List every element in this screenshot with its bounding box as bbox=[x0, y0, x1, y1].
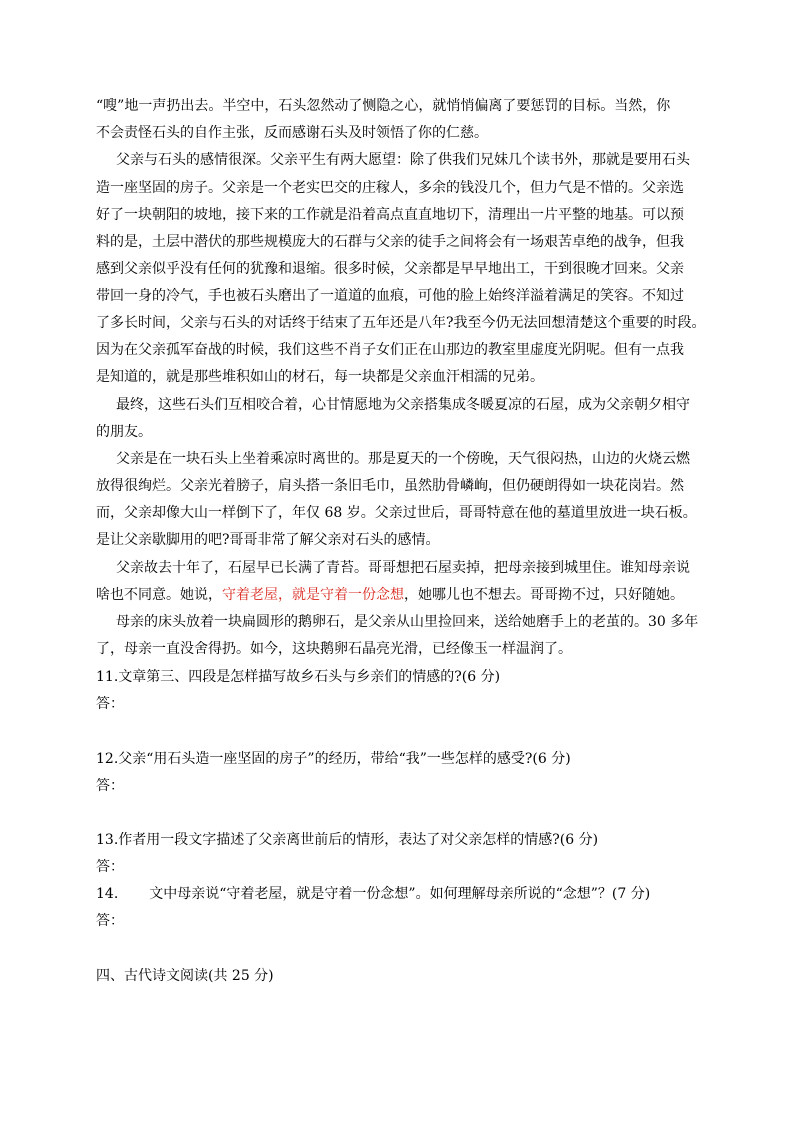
paragraph-line: 母亲的床头放着一块扁圆形的鹅卵石，是父亲从山里捡回来，送给她磨手上的老茧的。30 多年 bbox=[116, 614, 699, 630]
paragraph-line: “嗖”地一声扔出去。半空中，石头忽然动了恻隐之心，就悄悄偏离了要惩罚的目标。当然，你 bbox=[96, 98, 671, 114]
paragraph-line: 带回一身的冷气，手也被石头磨出了一道道的血痕，可他的脸上始终洋溢着满足的笑容。不知过 bbox=[96, 288, 684, 304]
text-segment: ，她哪儿也不想去。哥哥拗不过，只好随她。 bbox=[404, 587, 684, 603]
paragraph-line: 了，母亲一直没舍得扔。如今，这块鹅卵石晶亮光滑，已经像玉一样温润了。 bbox=[96, 641, 572, 657]
highlighted-quote: 守着老屋，就是守着一份念想 bbox=[222, 587, 404, 603]
paragraph-line: 料的是，土层中潜伏的那些规模庞大的石群与父亲的徒手之间将会有一场艰苦卓绝的战争，但我 bbox=[96, 234, 684, 250]
question-12: 12.父亲“用石头造一座坚固的房子”的经历，带给“我”一些怎样的感受?(6 分) bbox=[96, 751, 571, 767]
paragraph-line: 的朋友。 bbox=[96, 424, 152, 440]
answer-label: 答： bbox=[96, 696, 124, 712]
paragraph-line: 是让父亲歇脚用的吧?哥哥非常了解父亲对石头的感情。 bbox=[96, 532, 440, 548]
paragraph-line: 父亲是在一块石头上坐着乘凉时离世的。那是夏天的一个傍晚，天气很闷热，山边的火烧云燃 bbox=[116, 451, 690, 467]
paragraph-line: 是知道的，就是那些堆积如山的材石，每一块都是父亲血汗相濡的兄弟。 bbox=[96, 369, 544, 385]
paragraph-line: 造一座坚固的房子。父亲是一个老实巴交的庄稼人，多余的钱没几个，但力气是不惜的。父亲选 bbox=[96, 180, 684, 196]
answer-label: 答： bbox=[96, 913, 124, 929]
section-heading: 四、古代诗文阅读(共 25 分) bbox=[96, 968, 274, 984]
text-segment: 啥也不同意。她说， bbox=[96, 587, 222, 603]
paragraph-line: 了多长时间，父亲与石头的对话终于结束了五年还是八年?我至今仍无法回想清楚这个重要的时段。 bbox=[96, 315, 706, 331]
paragraph-line: 最终，这些石头们互相咬合着，心甘情愿地为父亲搭集成冬暖夏凉的石屋，成为父亲朝夕相守 bbox=[116, 397, 690, 413]
question-number: 14. bbox=[96, 886, 119, 902]
answer-label: 答： bbox=[96, 859, 124, 875]
question-14 bbox=[96, 884, 650, 904]
paragraph-line: 父亲与石头的感情很深。父亲平生有两大愿望：除了供我们兄妹几个读书外，那就是要用石头 bbox=[116, 152, 690, 168]
paragraph-line: 不会责怪石头的自作主张，反而感谢石头及时领悟了你的仁慈。 bbox=[96, 125, 488, 141]
paragraph-line: 好了一块朝阳的坡地，接下来的工作就是沿着高点直直地切下，清理出一片平整的地基。可以预 bbox=[96, 207, 684, 223]
paragraph-line: 因为在父亲孤军奋战的时候，我们这些不肖子女们正在山那边的教室里虚度光阴呢。但有一点我 bbox=[96, 342, 684, 358]
paragraph-line bbox=[96, 585, 684, 605]
paragraph-line: 而，父亲却像大山一样倒下了，年仅 68 岁。父亲过世后，哥哥特意在他的墓道里放进一块石板。 bbox=[96, 505, 697, 521]
paragraph-line: 父亲故去十年了，石屋早已长满了青苔。哥哥想把石屋卖掉，把母亲接到城里住。谁知母亲说 bbox=[116, 560, 690, 576]
paragraph-line: 放得很绚烂。父亲光着膀子，肩头搭一条旧毛巾，虽然肋骨嶙峋，但仍硬朗得如一块花岗岩。然 bbox=[96, 478, 684, 494]
question-13: 13.作者用一段文字描述了父亲离世前后的情形，表达了对父亲怎样的情感?(6 分) bbox=[96, 832, 599, 848]
question-11: 11.文章第三、四段是怎样描写故乡石头与乡亲们的情感的?(6 分) bbox=[96, 669, 501, 685]
question-text: 文中母亲说“守着老屋，就是守着一份念想”。如何理解母亲所说的“念想”？(7 分) bbox=[149, 886, 651, 902]
paragraph-line: 感到父亲似乎没有任何的犹豫和退缩。很多时候，父亲都是早早地出工，干到很晚才回来。父亲 bbox=[96, 261, 684, 277]
answer-label: 答： bbox=[96, 778, 124, 794]
